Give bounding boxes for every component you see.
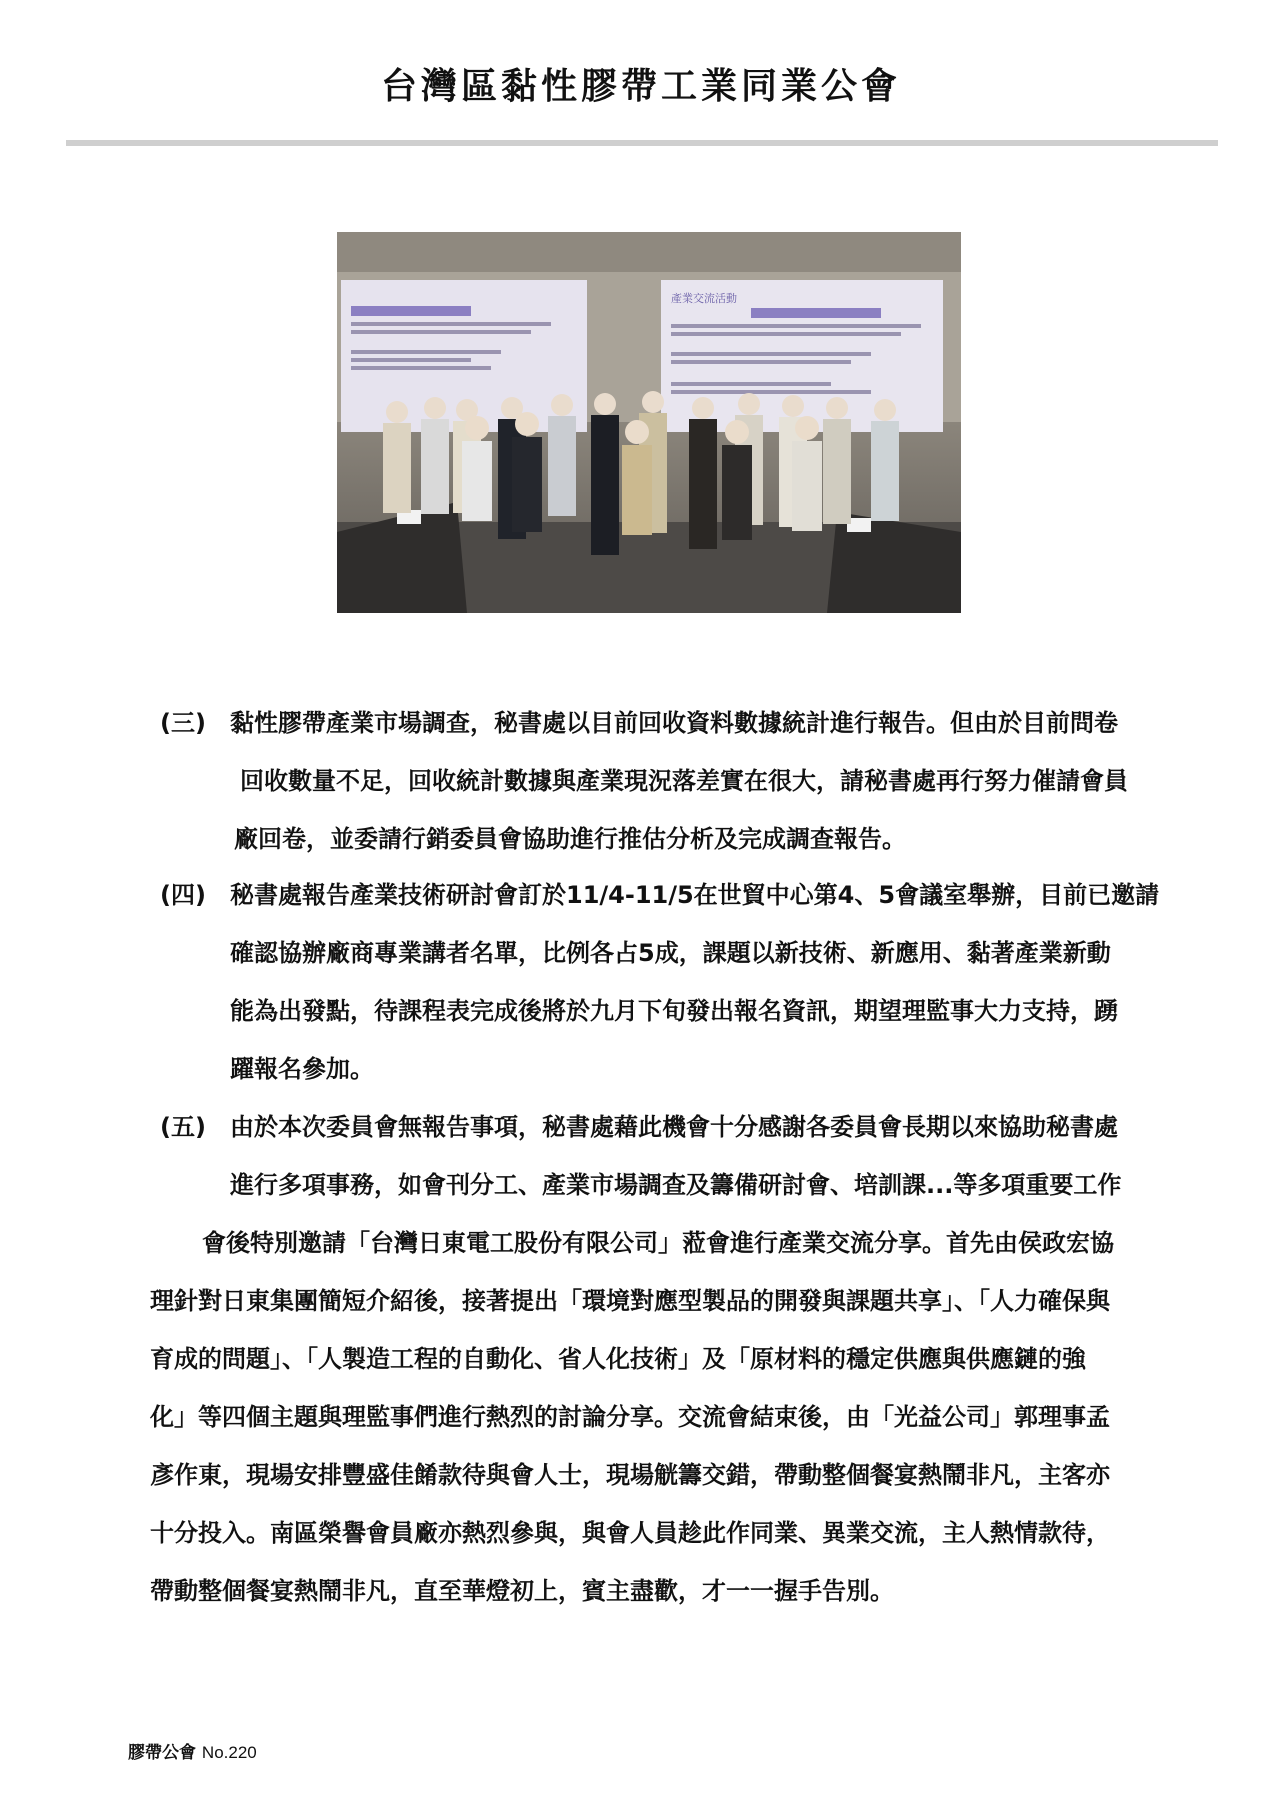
item-label: (五): [160, 1113, 206, 1141]
item-label: (三): [160, 709, 206, 737]
item-line: 由於本次委員會無報告事項，秘書處藉此機會十分感謝各委員會長期以來協助秘書處: [230, 1113, 1118, 1141]
paragraph-line: 會後特別邀請「台灣日東電工股份有限公司」蒞會進行產業交流分享。首先由侯政宏協: [202, 1229, 1114, 1257]
item-line: 躍報名參加。: [230, 1055, 374, 1083]
item-line: 黏性膠帶產業市場調查，秘書處以目前回收資料數據統計進行報告。但由於目前問卷: [230, 709, 1118, 737]
paragraph-line: 育成的問題」、「人製造工程的自動化、省人化技術」及「原材料的穩定供應與供應鏈的強: [150, 1345, 1086, 1373]
item-line: 秘書處報告產業技術研討會訂於11/4-11/5在世貿中心第4、5會議室舉辦，目前已邀請: [230, 881, 1160, 909]
page-footer: [128, 1738, 257, 1763]
page-title: 台灣區黏性膠帶工業同業公會: [380, 66, 901, 107]
item-line: 廠回卷，並委請行銷委員會協助進行推估分析及完成調查報告。: [234, 825, 906, 853]
publication-name: 膠帶公會: [128, 1743, 196, 1763]
group-photo: [337, 232, 961, 613]
paragraph-line: 彥作東，現場安排豐盛佳餚款待與會人士，現場觥籌交錯，帶動整個餐宴熱鬧非凡，主客亦: [150, 1461, 1110, 1489]
exchange-paragraph: [150, 1214, 1200, 1620]
item-line: 確認協辦廠商專業講者名單，比例各占5成，課題以新技術、新應用、黏著產業新動: [230, 939, 1111, 967]
paragraph-line: 化」等四個主題與理監事們進行熱烈的討論分享。交流會結束後，由「光益公司」郭理事孟: [150, 1403, 1110, 1431]
group-photo-illustration: [337, 232, 961, 613]
item-label: (四): [160, 881, 206, 909]
paragraph-line: 帶動整個餐宴熱鬧非凡，直至華燈初上，賓主盡歡，才一一握手告別。: [150, 1577, 894, 1605]
item-line: 能為出發點，待課程表完成後將於九月下旬發出報名資訊，期望理監事大力支持，踴: [230, 997, 1118, 1025]
item-line: 回收數量不足，回收統計數據與產業現況落差實在很大，請秘書處再行努力催請會員: [240, 767, 1128, 795]
header-divider: [66, 140, 1218, 146]
right-screen-heading: 產業交流活動: [671, 292, 737, 305]
issue-number: No.220: [201, 1743, 257, 1762]
paragraph-line: 十分投入。南區榮譽會員廠亦熱烈參與，與會人員趁此作同業、異業交流，主人熱情款待，: [150, 1519, 1110, 1547]
paragraph-line: 理針對日東集團簡短介紹後，接著提出「環境對應型製品的開發與課題共享」、「人力確保與: [150, 1287, 1110, 1315]
item-line: 進行多項事務，如會刊分工、產業市場調查及籌備研討會、培訓課...等多項重要工作: [230, 1171, 1122, 1199]
